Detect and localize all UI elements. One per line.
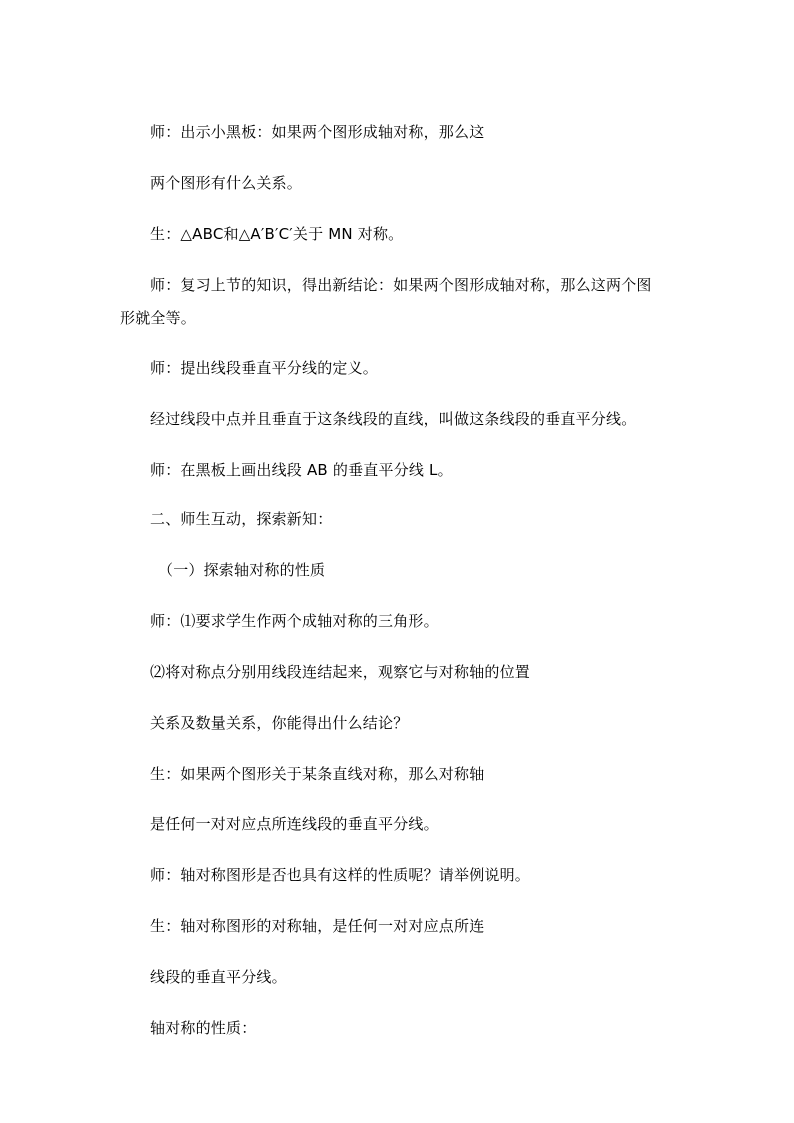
text-line: 师：提出线段垂直平分线的定义。 (150, 359, 379, 377)
text-line: 经过线段中点并且垂直于这条线段的直线，叫做这条线段的垂直平分线。 (150, 410, 637, 428)
text-line: 生：△ABC和△A′B′C′关于 MN 对称。 (150, 225, 404, 243)
text-line: 师：在黑板上画出线段 AB 的垂直平分线 L。 (150, 461, 453, 479)
text-line: 形就全等。 (120, 309, 197, 327)
text-line: 轴对称的性质： (150, 1019, 257, 1037)
section-heading: 二、师生互动，探索新知： (150, 510, 333, 528)
text-line: 线段的垂直平分线。 (150, 968, 287, 986)
text-line: 关系及数量关系，你能得出什么结论？ (150, 714, 409, 732)
text-line: 两个图形有什么关系。 (150, 174, 303, 192)
text-line: ⑵将对称点分别用线段连结起来，观察它与对称轴的位置 (150, 663, 531, 681)
text-line: 师：轴对称图形是否也具有这样的性质呢？请举例说明。 (150, 866, 531, 884)
text-line: 师：⑴要求学生作两个成轴对称的三角形。 (150, 612, 439, 630)
text-line: 师：出示小黑板：如果两个图形成轴对称，那么这 (150, 123, 485, 141)
text-line: 是任何一对对应点所连线段的垂直平分线。 (150, 815, 439, 833)
text-line: 生：轴对称图形的对称轴，是任何一对对应点所连 (150, 917, 485, 935)
text-line: 师：复习上节的知识，得出新结论：如果两个图形成轴对称，那么这两个图 (150, 276, 652, 294)
subsection-heading: （一）探索轴对称的性质 (158, 561, 326, 579)
text-line: 生：如果两个图形关于某条直线对称，那么对称轴 (150, 765, 485, 783)
